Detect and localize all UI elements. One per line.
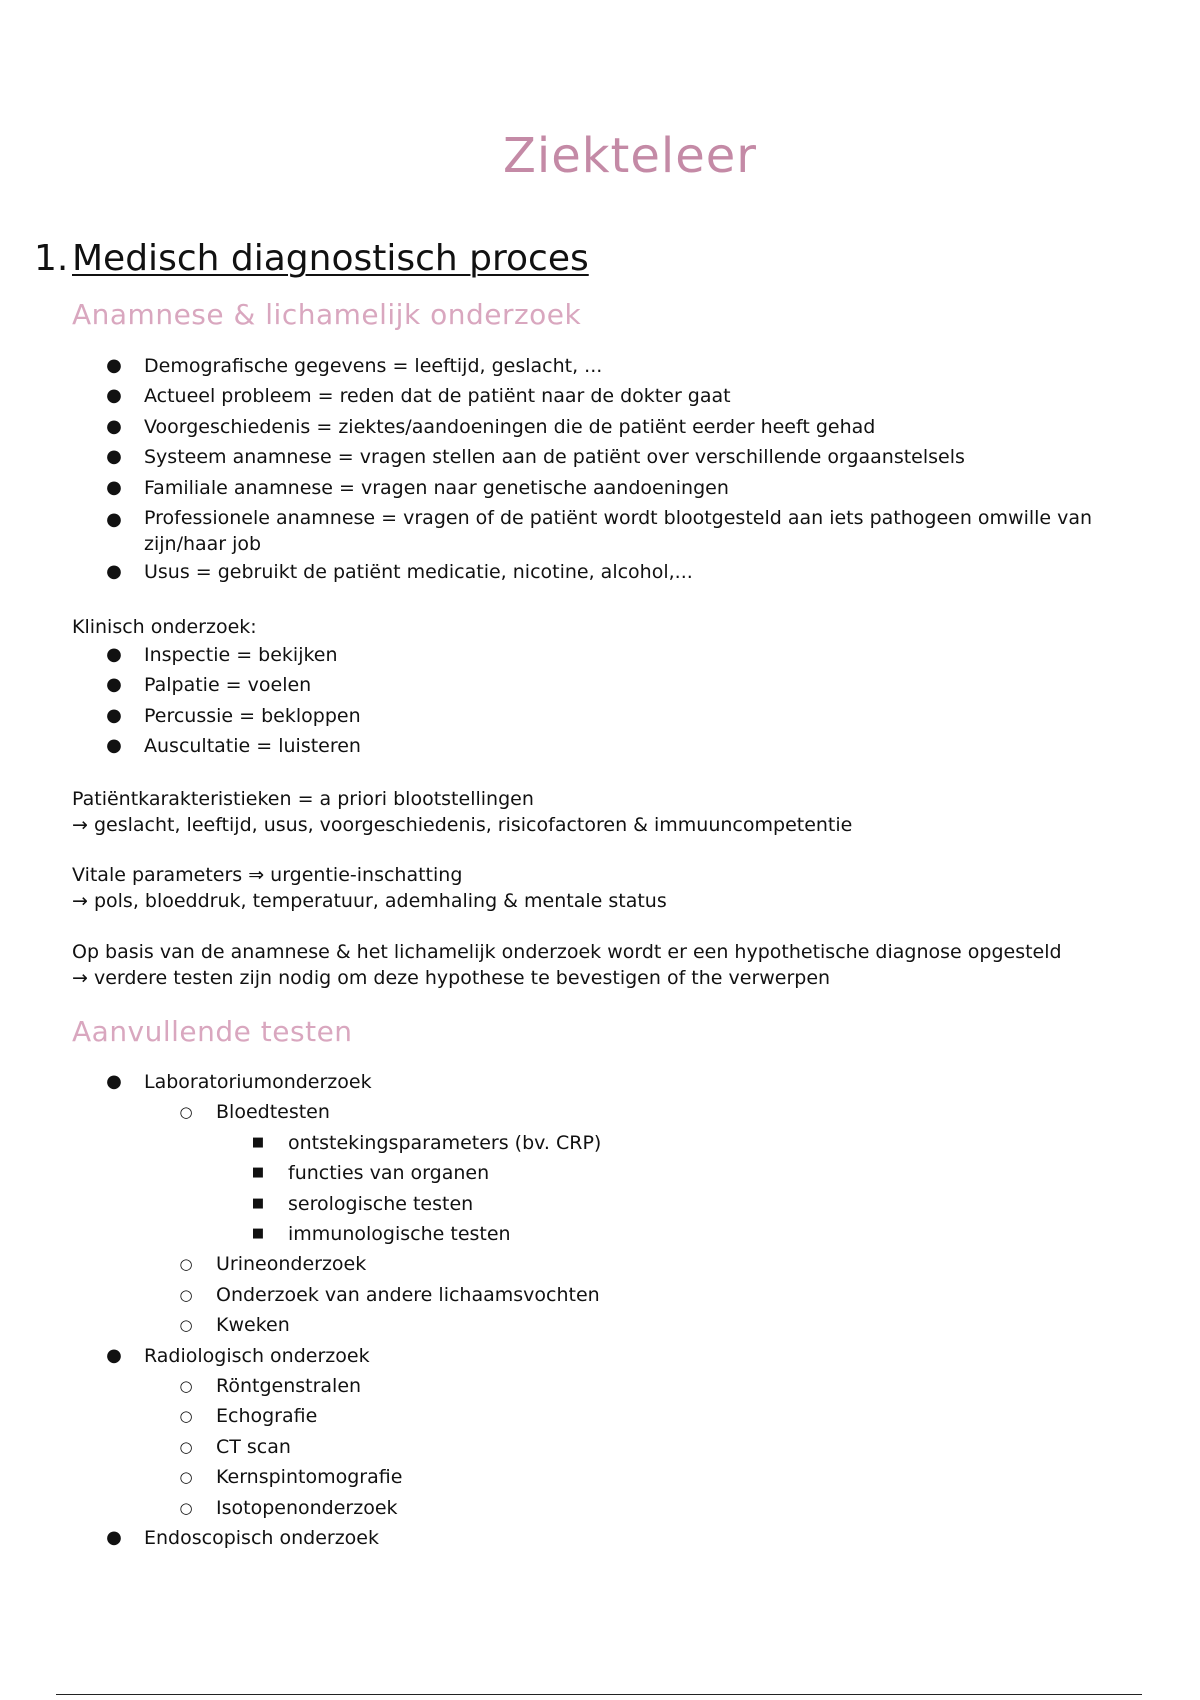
- bullet-icon: ●: [106, 674, 122, 696]
- circle-bullet-icon: ○: [179, 1103, 193, 1122]
- list-item: ● Demografische gegevens = leeftijd, geslacht, ...: [0, 351, 1134, 381]
- bullet-icon: ●: [106, 385, 122, 407]
- circle-bullet-icon: ○: [179, 1498, 193, 1517]
- list-item: ■ immunologische testen: [0, 1219, 601, 1249]
- circle-bullet-icon: ○: [179, 1437, 193, 1456]
- square-bullet-icon: ■: [251, 1195, 265, 1211]
- klinisch-label: Klinisch onderzoek:: [72, 616, 257, 638]
- bullet-icon: ●: [106, 446, 122, 468]
- list-item: ○ Bloedtesten: [0, 1097, 601, 1127]
- square-bullet-icon: ■: [251, 1226, 265, 1242]
- circle-bullet-icon: ○: [179, 1407, 193, 1426]
- list-item: ■ serologische testen: [0, 1189, 601, 1219]
- vital-line-2: → pols, bloeddruk, temperatuur, ademhaling & mentale status: [72, 890, 667, 912]
- list-item: ■ ontstekingsparameters (bv. CRP): [0, 1128, 601, 1158]
- patient-line-2: → geslacht, leeftijd, usus, voorgeschiedenis, risicofactoren & immuuncompetentie: [72, 814, 853, 836]
- list-item: ■ functies van organen: [0, 1158, 601, 1188]
- vital-line-1: Vitale parameters ⇒ urgentie-inschatting: [72, 864, 463, 886]
- circle-bullet-icon: ○: [179, 1255, 193, 1274]
- list-item: ● Auscultatie = luisteren: [0, 731, 361, 761]
- list-item: ● Endoscopisch onderzoek: [0, 1523, 601, 1553]
- hypothesis-line-1: Op basis van de anamnese & het lichamelijk onderzoek wordt er een hypothetische diagnose opgesteld: [72, 941, 1062, 963]
- list-item: ● Inspectie = bekijken: [0, 640, 361, 670]
- bullet-icon: ●: [106, 355, 122, 376]
- bullet-icon: ●: [106, 509, 122, 531]
- list-item: ○ Onderzoek van andere lichaamsvochten: [0, 1280, 601, 1310]
- bullet-icon: ●: [106, 735, 122, 757]
- list-item: ● Laboratoriumonderzoek: [0, 1067, 601, 1097]
- vital-parameters: [72, 862, 1132, 914]
- list-item: ● Percussie = bekloppen: [0, 701, 361, 731]
- tests-list: [0, 1067, 601, 1554]
- list-item: ● Radiologisch onderzoek: [0, 1341, 601, 1371]
- list-item: ● Palpatie = voelen: [0, 670, 361, 700]
- section-number: 1.: [34, 238, 69, 279]
- list-item: ● Usus = gebruikt de patiënt medicatie, nicotine, alcohol,...: [0, 557, 1134, 587]
- bullet-icon: ●: [106, 415, 122, 437]
- bullet-icon: ●: [106, 1344, 122, 1366]
- list-item: ○ Echografie: [0, 1401, 601, 1431]
- list-item: ○ CT scan: [0, 1432, 601, 1462]
- list-item: ● Familiale anamnese = vragen naar genetische aandoeningen: [0, 473, 1134, 503]
- list-item: ● Voorgeschiedenis = ziektes/aandoeningen die de patiënt eerder heeft gehad: [0, 412, 1134, 442]
- bullet-icon: ●: [106, 1071, 122, 1092]
- document-title: Ziekteleer: [502, 128, 758, 184]
- klinisch-list: [0, 640, 361, 762]
- list-item: ○ Kweken: [0, 1310, 601, 1340]
- section-heading: [34, 238, 589, 279]
- patient-characteristics: [72, 786, 1132, 838]
- list-item: ○ Kernspintomografie: [0, 1462, 601, 1492]
- footer-divider: [56, 1694, 1142, 1695]
- patient-line-1: Patiëntkarakteristieken = a priori blootstellingen: [72, 788, 534, 810]
- circle-bullet-icon: ○: [179, 1285, 193, 1304]
- square-bullet-icon: ■: [251, 1134, 265, 1150]
- subheading-anamnese: Anamnese & lichamelijk onderzoek: [72, 298, 582, 331]
- list-item: ● Actueel probleem = reden dat de patiënt naar de dokter gaat: [0, 381, 1134, 411]
- bullet-icon: ●: [106, 644, 122, 665]
- circle-bullet-icon: ○: [179, 1316, 193, 1335]
- section-title: Medisch diagnostisch proces: [72, 238, 589, 279]
- circle-bullet-icon: ○: [179, 1468, 193, 1487]
- hypothesis-paragraph: [72, 939, 1132, 991]
- bullet-icon: ●: [106, 1527, 122, 1549]
- circle-bullet-icon: ○: [179, 1377, 193, 1396]
- list-item: ● Systeem anamnese = vragen stellen aan de patiënt over verschillende orgaanstelsels: [0, 442, 1134, 472]
- list-item: ○ Röntgenstralen: [0, 1371, 601, 1401]
- anamnese-list: [0, 351, 1134, 587]
- hypothesis-line-2: → verdere testen zijn nodig om deze hypothese te bevestigen of the verwerpen: [72, 967, 831, 989]
- bullet-icon: ●: [106, 561, 122, 583]
- list-item: ● Professionele anamnese = vragen of de patiënt wordt blootgesteld aan iets pathogeen omwille van zijn/haar job: [0, 505, 1134, 557]
- list-item: ○ Urineonderzoek: [0, 1249, 601, 1279]
- bullet-icon: ●: [106, 704, 122, 726]
- subheading-aanvullende-testen: Aanvullende testen: [72, 1015, 353, 1048]
- bullet-icon: ●: [106, 476, 122, 498]
- list-item: ○ Isotopenonderzoek: [0, 1493, 601, 1523]
- square-bullet-icon: ■: [251, 1165, 265, 1181]
